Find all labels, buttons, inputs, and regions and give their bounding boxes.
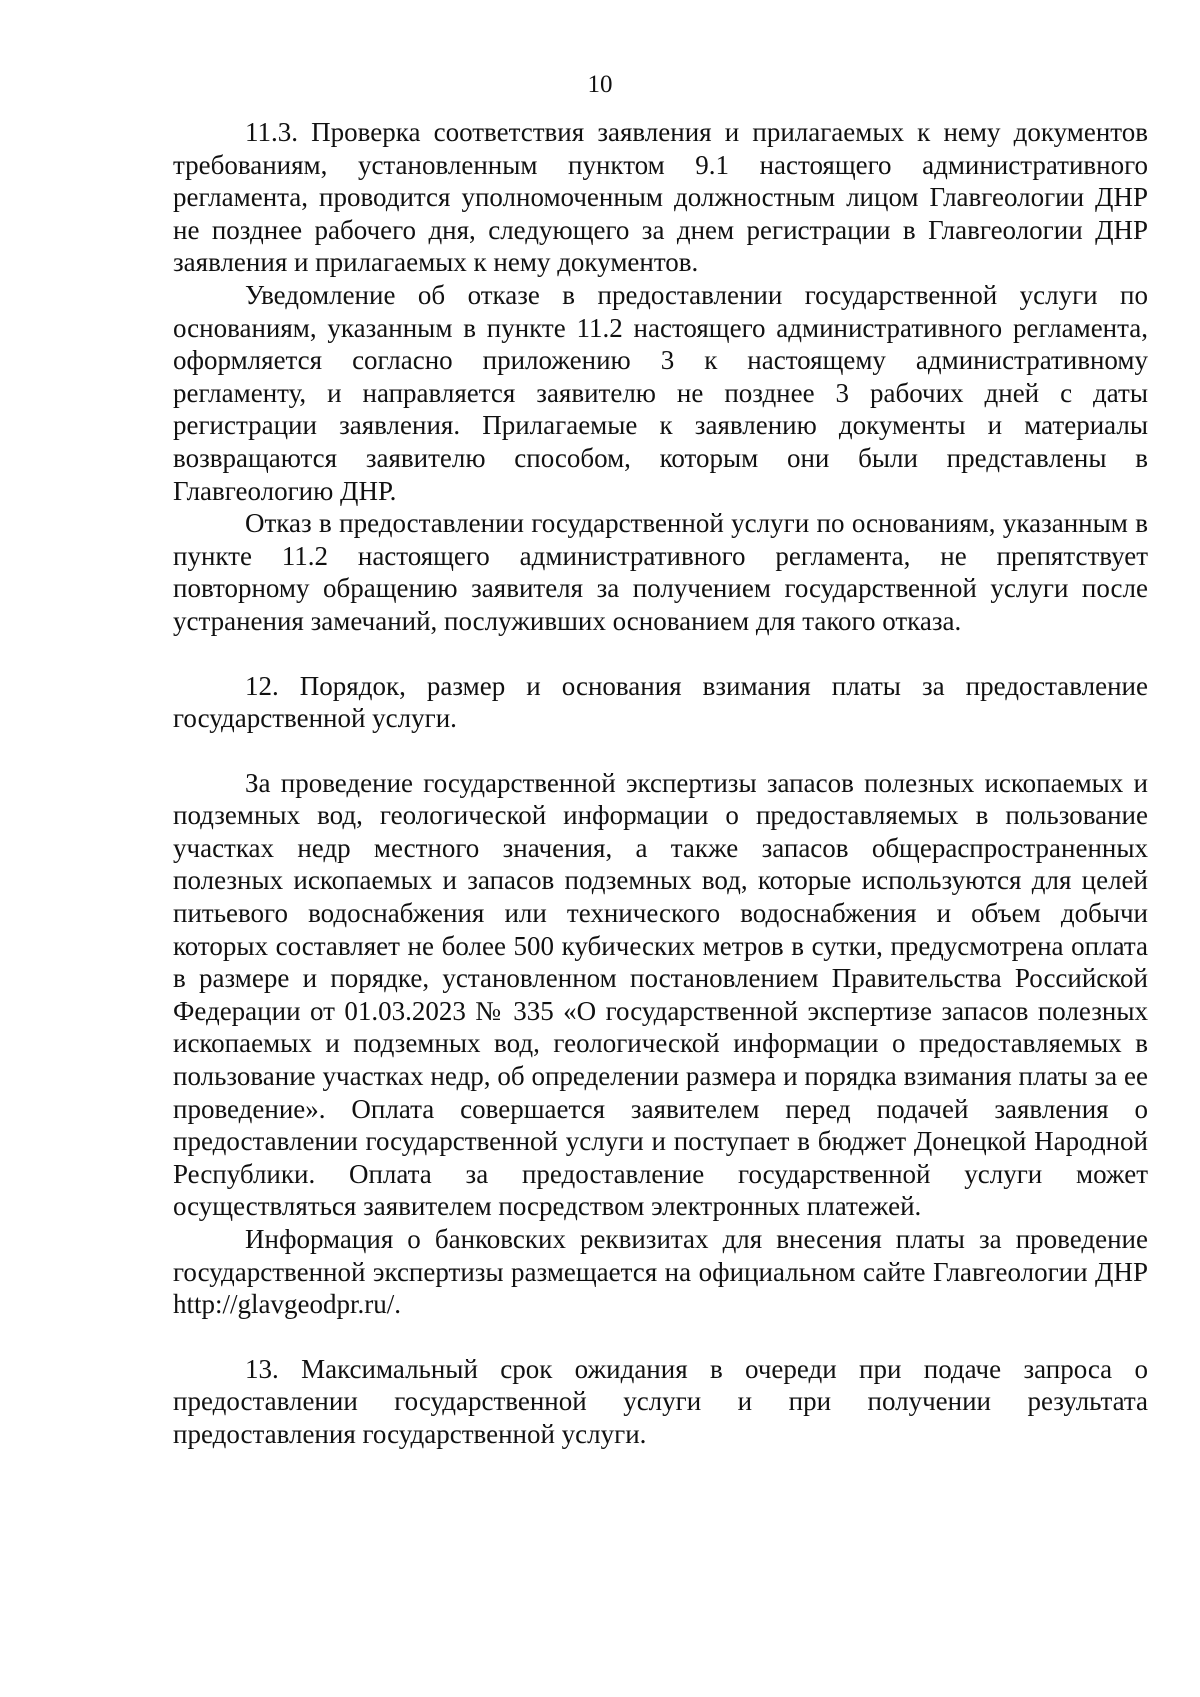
page-number: 10 (587, 71, 613, 98)
paragraph-fee-details: За проведение государственной экспертизы запасов полезных ископаемых и подземных вод, геологической информации о предоставляемых в пользование участках недр местного значения, а также запасов общераспространенных полезных ископаемых и запасов подземных вод, которые используются для целей питьевого водоснабжения или технического водоснабжения и объем добычи которых составляет не более 500 кубических метров в сутки, предусмотрена оплата в размере и порядке, установленном постановлением Правительства Российской Федерации от 01.03.2023 № 335 «О государственной экспертизе запасов полезных ископаемых и подземных вод, геологической информации о предоставляемых в пользование участках недр, об определении размера и порядка взимания платы за ее проведение». Оплата совершается заявителем перед подачей заявления о предоставлении государственной услуги и поступает в бюджет Донецкой Народной Республики. Оплата за предоставление государственной услуги может осуществляться заявителем посредством электронных платежей. (173, 767, 1148, 1222)
document-body (173, 116, 1148, 1451)
section-heading-12: 12. Порядок, размер и основания взимания платы за предоставление государственной услуги. (173, 670, 1148, 734)
paragraph-11-3: 11.3. Проверка соответствия заявления и прилагаемых к нему документов требованиям, установленным пунктом 9.1 настоящего административного регламента, проводится уполномоченным должностным лицом Главгеологии ДНР не позднее рабочего дня, следующего за днем регистрации в Главгеологии ДНР заявления и прилагаемых к нему документов. (173, 117, 1148, 278)
paragraph-refusal-notice: Уведомление об отказе в предоставлении государственной услуги по основаниям, указанным в пункте 11.2 настоящего административного регламента, оформляется согласно приложению 3 к настоящему административному регламенту, и направляется заявителю не позднее 3 рабочих дней с даты регистрации заявления. Прилагаемые к заявлению документы и материалы возвращаются заявителю способом, которым они были представлены в Главгеологию ДНР. (173, 279, 1148, 506)
paragraph-refusal-repeat: Отказ в предоставлении государственной услуги по основаниям, указанным в пункте 11.2 настоящего административного регламента, не препятствует повторному обращению заявителя за получением государственной услуги после устранения замечаний, послуживших основанием для такого отказа. (173, 508, 1148, 636)
paragraph-bank-details: Информация о банковских реквизитах для внесения платы за проведение государственной экспертизы размещается на официальном сайте Главгеологии ДНР http://glavgeodpr.ru/. (173, 1224, 1148, 1320)
section-heading-13: 13. Максимальный срок ожидания в очереди при подаче запроса о предоставлении государственной услуги и при получении результата предоставления государственной услуги. (173, 1353, 1148, 1449)
